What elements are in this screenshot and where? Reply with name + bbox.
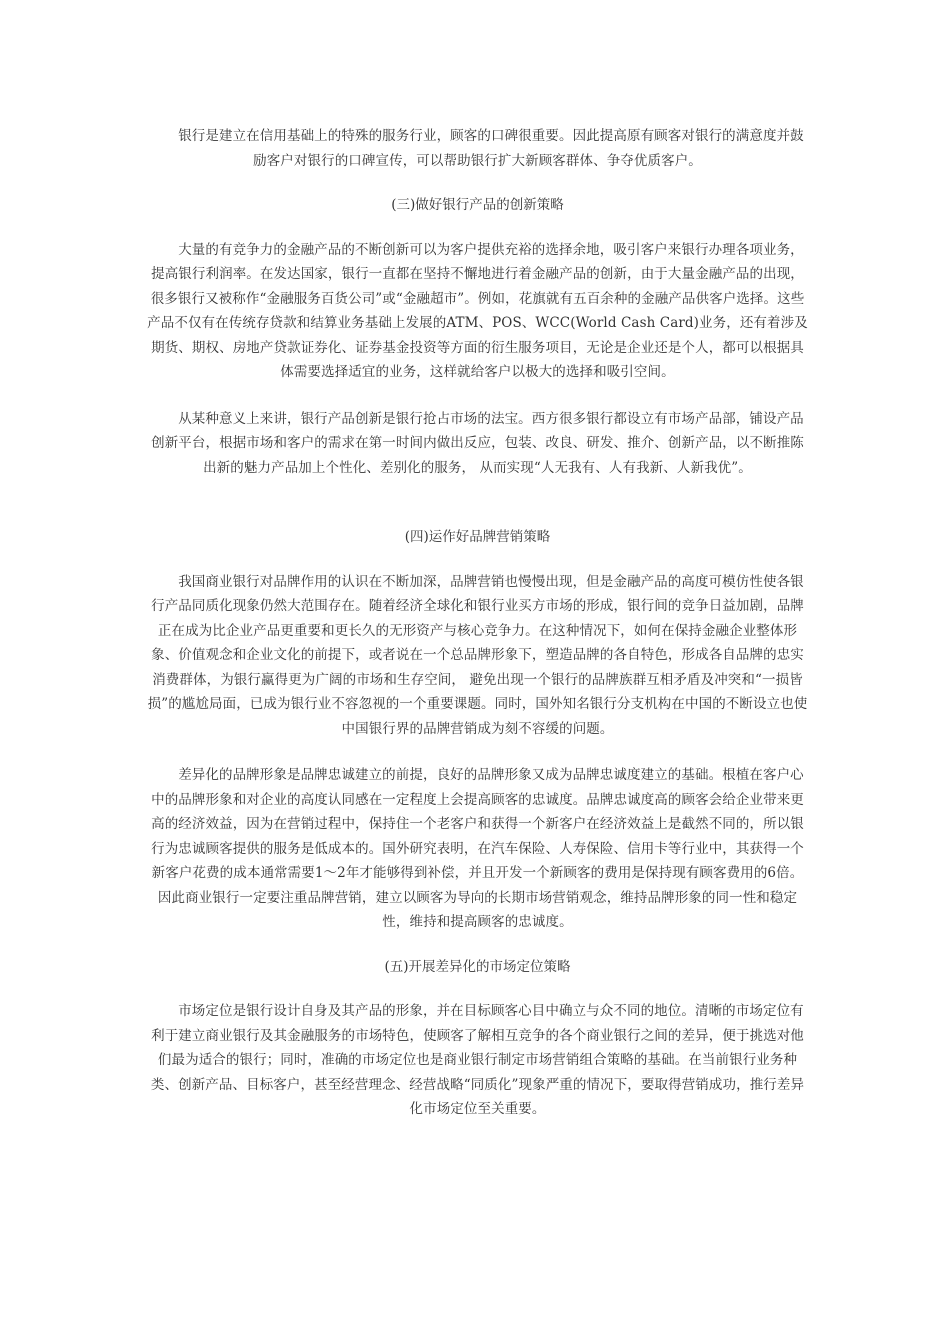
document-body (145, 124, 810, 1122)
heading-brand-marketing: (四)运作好品牌营销策略 (404, 529, 551, 545)
paragraph-innovation-weapon: 从某种意义上来讲，银行产品创新是银行抢占市场的法宝。西方很多银行都设立有市场产品部，铺设产品创新平台，根据市场和客户的需求在第一时间内做出反应，包装、改良、研发、推介、创新产品，以不断推陈出新的魅力产品加上个性化、差别化的服务， 从而实现“人无我有、人有我新、人新我优”。 (151, 410, 804, 476)
heading-market-positioning: (五)开展差异化的市场定位策略 (384, 958, 571, 975)
paragraph-brand-loyalty: 差异化的品牌形象是品牌忠诚建立的前提，良好的品牌形象又成为品牌忠诚度建立的基础。根植在客户心中的品牌形象和对企业的高度认同感在一定程度上会提高顾客的忠诚度。品牌忠诚度高的顾客会给企业带来更高的经济效益，因为在营销过程中，保持住一个老客户和获得一个新客户在经济效益上是截然不同的，所以银行为忠诚顾客提供的服务是低成本的。国外研究表明，在汽车保险、人寿保险、信用卡等行业中，其获得一个新客户花费的成本通常需要1～2年才能够得到补偿，并且开发一个新顾客的费用是保持现有顾客费用的6倍。因此商业银行一定要注重品牌营销，建立以顾客为导向的长期市场营销观念，维持品牌形象的同一性和稳定性，维持和提高顾客的忠诚度。 (151, 767, 804, 930)
paragraph-market-positioning: 市场定位是银行设计自身及其产品的形象，并在目标顾客心目中确立与众不同的地位。清晰的市场定位有利于建立商业银行及其金融服务的市场特色，使顾客了解相互竞争的各个商业银行之间的差异，便于挑选对他们最为适合的银行；同时，准确的市场定位也是商业银行制定市场营销组合策略的基础。在当前银行业务种类、创新产品、目标客户，甚至经营理念、经营战略“同质化”现象严重的情况下，要取得营销成功，推行差异化市场定位至关重要。 (150, 1003, 805, 1117)
paragraph-financial-products: 大量的有竞争力的金融产品的不断创新可以为客户提供充裕的选择余地，吸引客户来银行办理各项业务，提高银行利润率。在发达国家，银行一直都在坚持不懈地进行着金融产品的创新，由于大量金融产品的出现，很多银行又被称作“金融服务百货公司”或“金融超市”。例如，花旗就有五百余种的金融产品供客户选择。这些产品不仅有在传统存贷款和结算业务基础上发展的ATM、POS、WCC(World Cash Card)业务，还有着涉及期货、期权、房地产贷款证券化、证券基金投资等方面的衍生服务项目，无论是企业还是个人，都可以根据具体需要选择适宜的业务，这样就给客户以极大的选择和吸引空间。 (147, 241, 808, 380)
heading-product-innovation: (三)做好银行产品的创新策略 (391, 197, 564, 213)
paragraph-word-of-mouth: 银行是建立在信用基础上的特殊的服务行业，顾客的口碑很重要。因此提高原有顾客对银行的满意度并鼓励客户对银行的口碑宣传，可以帮助银行扩大新顾客群体、争夺优质客户。 (178, 128, 804, 169)
paragraph-brand-awareness: 我国商业银行对品牌作用的认识在不断加深，品牌营销也慢慢出现，但是金融产品的高度可模仿性使各银行产品同质化现象仍然大范围存在。随着经济全球化和银行业买方市场的形成，银行间的竞争日益加剧，品牌正在成为比企业产品更重要和更长久的无形资产与核心竞争力。在这种情况下，如何在保持金融企业整体形象、价值观念和企业文化的前提下，或者说在一个总品牌形象下，塑造品牌的各自特色，形成各自品牌的忠实消费群体，为银行赢得更为广阔的市场和生存空间， 避免出现一个银行的品牌族群互相矛盾及冲突和“一损皆损”的尴尬局面，已成为银行业不容忽视的一个重要课题。同时，国外知名银行分支机构在中国的不断设立也使中国银行界的品牌营销成为刻不容缓的问题。 (147, 573, 808, 737)
